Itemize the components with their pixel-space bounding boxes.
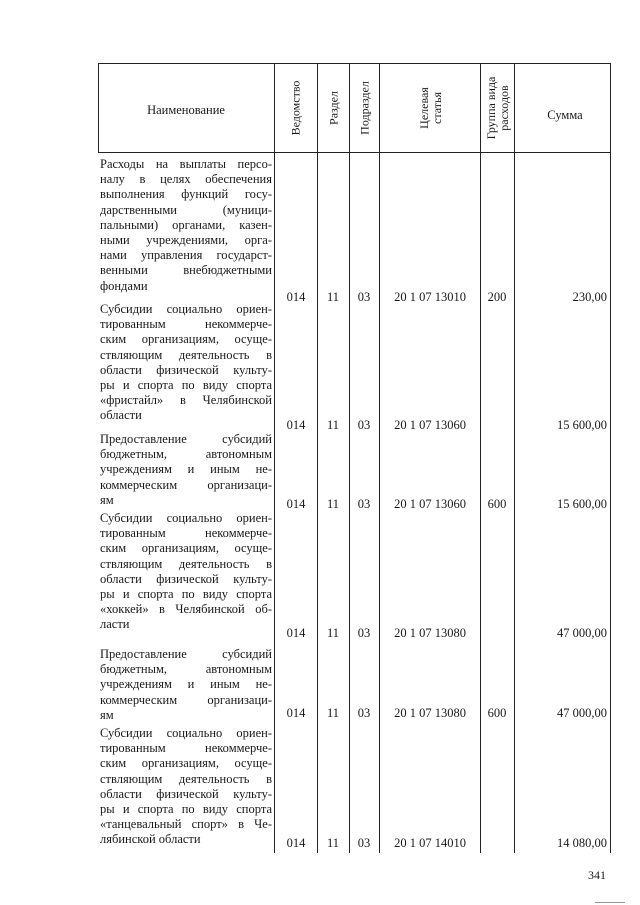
cell-ved: 014 <box>286 290 306 304</box>
row-name: Расходы на выплаты персо- налу в целях обеспечения выполнения функций госу- дарственными (муници- пальными) органами, казен- ными учреждениями, орга- нами управления государст- венными внебюджетными фондами <box>100 157 272 293</box>
cell-grp: 600 <box>487 497 507 511</box>
cell-cel: 20 1 07 13080 <box>394 706 466 720</box>
cell-sum: 15 600,00 <box>557 418 607 432</box>
header-sum: Сумма <box>547 108 583 122</box>
cell-podrazdel: 03 <box>357 290 371 304</box>
col-border-razdel <box>349 63 350 853</box>
scan-mark <box>595 902 625 903</box>
cell-ved: 014 <box>286 836 306 850</box>
cell-razdel: 11 <box>326 290 340 304</box>
row-name: Предоставление субсидий бюджетным, автономным учреждениям и иным не- коммерческим организаци- ям <box>100 432 272 507</box>
col-border-grp <box>514 63 515 853</box>
cell-razdel: 11 <box>326 626 340 640</box>
cell-cel: 20 1 07 13060 <box>394 418 466 432</box>
cell-razdel: 11 <box>326 497 340 511</box>
col-border-right <box>610 63 611 853</box>
cell-cel: 20 1 07 13080 <box>394 626 466 640</box>
row-name: Субсидии социально ориен- тированным некоммерче- ским организациям, осуще- ствляющим деятельность в области физической культу- ры и спорта по виду спорта «хоккей» в Челябинской об- ласти <box>100 511 272 632</box>
col-border-ved <box>317 63 318 853</box>
cell-podrazdel: 03 <box>357 836 371 850</box>
cell-razdel: 11 <box>326 706 340 720</box>
cell-grp: 200 <box>487 290 507 304</box>
cell-sum: 47 000,00 <box>557 626 607 640</box>
row-name: Субсидии социально ориен- тированным некоммерче- ским организациям, осуще- ствляющим деятельность в области физической культу- ры и спорта по виду спорта «танцевальный спорт» в Че- лябинской области <box>100 726 272 847</box>
cell-sum: 47 000,00 <box>557 706 607 720</box>
cell-sum: 14 080,00 <box>557 836 607 850</box>
header-name: Наименование <box>147 103 225 117</box>
col-border-name <box>274 63 275 853</box>
header-razdel: Раздел <box>326 91 340 125</box>
col-border-cel <box>480 63 481 853</box>
header-cel: Целевая статья <box>416 87 444 129</box>
cell-cel: 20 1 07 13010 <box>394 290 466 304</box>
header-grp: Группа вида расходов <box>483 76 511 140</box>
row-name: Субсидии социально ориен- тированным некоммерче- ским организациям, осуще- ствляющим деятельность в области физической культу- ры и спорта по виду спорта «фристайл» в Челябинской области <box>100 302 272 423</box>
header-podrazdel: Подраздел <box>357 81 371 135</box>
cell-cel: 20 1 07 13060 <box>394 497 466 511</box>
cell-ved: 014 <box>286 626 306 640</box>
cell-sum: 230,00 <box>572 290 607 304</box>
header-ved: Ведомство <box>288 80 303 136</box>
cell-podrazdel: 03 <box>357 706 371 720</box>
header-bottom-border <box>98 152 610 153</box>
row-name: Предоставление субсидий бюджетным, автономным учреждениям и иным не- коммерческим организаци- ям <box>100 647 272 722</box>
cell-sum: 15 600,00 <box>557 497 607 511</box>
cell-podrazdel: 03 <box>357 418 371 432</box>
cell-podrazdel: 03 <box>357 497 371 511</box>
cell-razdel: 11 <box>326 418 340 432</box>
cell-podrazdel: 03 <box>357 626 371 640</box>
cell-ved: 014 <box>286 497 306 511</box>
cell-ved: 014 <box>286 706 306 720</box>
cell-razdel: 11 <box>326 836 340 850</box>
col-border-podrazdel <box>379 63 380 853</box>
cell-ved: 014 <box>286 418 306 432</box>
cell-cel: 20 1 07 14010 <box>394 836 466 850</box>
page-number: 341 <box>588 868 606 882</box>
cell-grp: 600 <box>487 706 507 720</box>
